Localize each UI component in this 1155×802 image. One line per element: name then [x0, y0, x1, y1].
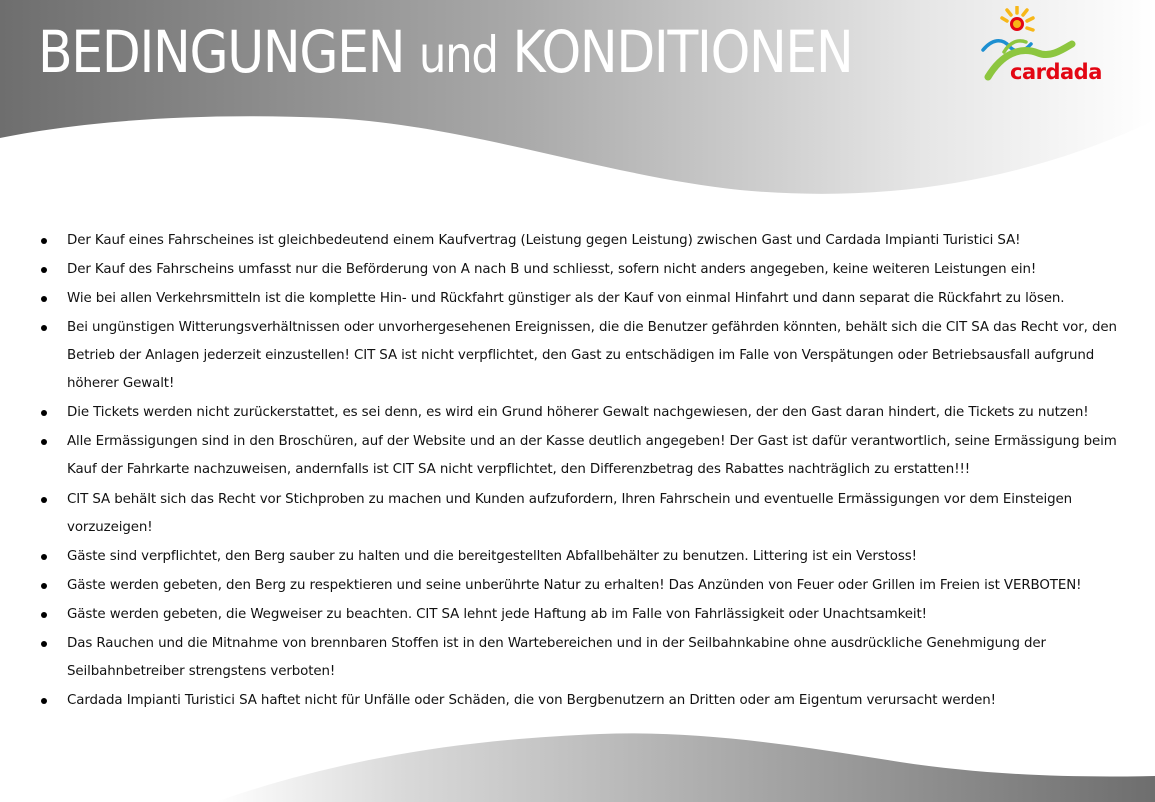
- bullet-icon: [41, 410, 47, 416]
- cardada-logo: [976, 6, 1116, 88]
- bullet-icon: [41, 267, 47, 273]
- term-text: Gäste werden gebeten, den Berg zu respektieren und seine unberührte Natur zu erhalten! Das Anzünden von Feuer oder Grillen im Freien ist VERBOTEN!: [67, 577, 1082, 593]
- bullet-icon: [41, 583, 47, 589]
- bullet-icon: [41, 554, 47, 560]
- term-item: [38, 687, 1143, 715]
- terms-list: [38, 227, 1143, 716]
- bullet-icon: [41, 698, 47, 704]
- bullet-icon: [41, 296, 47, 302]
- bullet-icon: [41, 641, 47, 647]
- title-part-1: BEDINGUNGEN: [38, 18, 405, 86]
- bullet-icon: [41, 612, 47, 618]
- title-connector: und: [418, 26, 498, 84]
- term-item: [38, 543, 1143, 571]
- term-text: Die Tickets werden nicht zurückerstattet, es sei denn, es wird ein Grund höherer Gewalt nachgewiesen, der den Gast daran hindert, die Tickets zu nutzen!: [67, 405, 1089, 421]
- term-item: [38, 486, 1143, 542]
- term-text: Gäste sind verpflichtet, den Berg sauber zu halten und die bereitgestellten Abfallbehälter zu benutzen. Littering ist ein Verstoss!: [67, 548, 917, 564]
- bullet-icon: [41, 325, 47, 331]
- term-text: Der Kauf eines Fahrscheines ist gleichbedeutend einem Kaufvertrag (Leistung gegen Leistung) zwischen Gast und Cardada Impianti Turistici SA!: [67, 233, 1021, 248]
- bullet-icon: [41, 238, 47, 244]
- term-text: Wie bei allen Verkehrsmitteln ist die komplette Hin- und Rückfahrt günstiger als der Kauf von einmal Hinfahrt und dann separat die Rückfahrt zu lösen.: [67, 291, 1065, 307]
- term-text: Bei ungünstigen Witterungsverhältnissen oder unvorhergesehenen Ereignissen, die die Benutzer gefährden könnten, behält sich die CIT SA das Recht vor, den Betrieb der Anlagen jederzeit einzustellen! CIT SA ist nicht verpflichtet, den Gast zu entschädigen im Falle von Verspätungen oder Betriebsausfall aufgrund höherer Gewalt!: [67, 320, 1117, 392]
- footer-wave-background: [0, 722, 1155, 802]
- term-item: [38, 227, 1143, 255]
- term-text: Cardada Impianti Turistici SA haftet nicht für Unfälle oder Schäden, die von Bergbenutzern an Dritten oder am Eigentum verursacht werden!: [67, 693, 996, 709]
- term-item: [38, 399, 1143, 427]
- term-item: [38, 256, 1143, 284]
- term-item: [38, 630, 1143, 686]
- term-text: Gäste werden gebeten, die Wegweiser zu beachten. CIT SA lehnt jede Haftung ab im Falle von Fahrlässigkeit oder Unachtsamkeit!: [67, 606, 927, 622]
- term-text: Der Kauf des Fahrscheins umfasst nur die Beförderung von A nach B und schliesst, sofern nicht anders angegeben, keine weiteren Leistungen ein!: [67, 262, 1037, 278]
- title-part-2: KONDITIONEN: [512, 18, 853, 86]
- bullet-icon: [41, 439, 47, 445]
- term-text: CIT SA behält sich das Recht vor Stichproben zu machen und Kunden aufzufordern, Ihren Fahrschein und eventuelle Ermässigungen vor dem Einsteigen vorzuzeigen!: [67, 491, 1072, 535]
- term-text: Alle Ermässigungen sind in den Broschüren, auf der Website und an der Kasse deutlich angegeben! Der Gast ist dafür verantwortlich, seine Ermässigung beim Kauf der Fahrkarte nachzuweisen, andernfalls ist CIT SA nicht verpflichtet, den Differenzbetrag des Rabattes nachträglich zu erstatten!!!: [67, 434, 1117, 478]
- bullet-icon: [41, 497, 47, 503]
- term-item: [38, 314, 1143, 398]
- term-text: Das Rauchen und die Mitnahme von brennbaren Stoffen ist in den Wartebereichen und in der Seilbahnkabine ohne ausdrückliche Genehmigung der Seilbahnbetreiber strengstens verboten!: [67, 635, 1046, 679]
- page-title: [38, 14, 852, 93]
- term-item: [38, 285, 1143, 313]
- term-item: [38, 572, 1143, 600]
- term-item: [38, 601, 1143, 629]
- logo-text: cardada: [1010, 60, 1102, 84]
- term-item: [38, 428, 1143, 484]
